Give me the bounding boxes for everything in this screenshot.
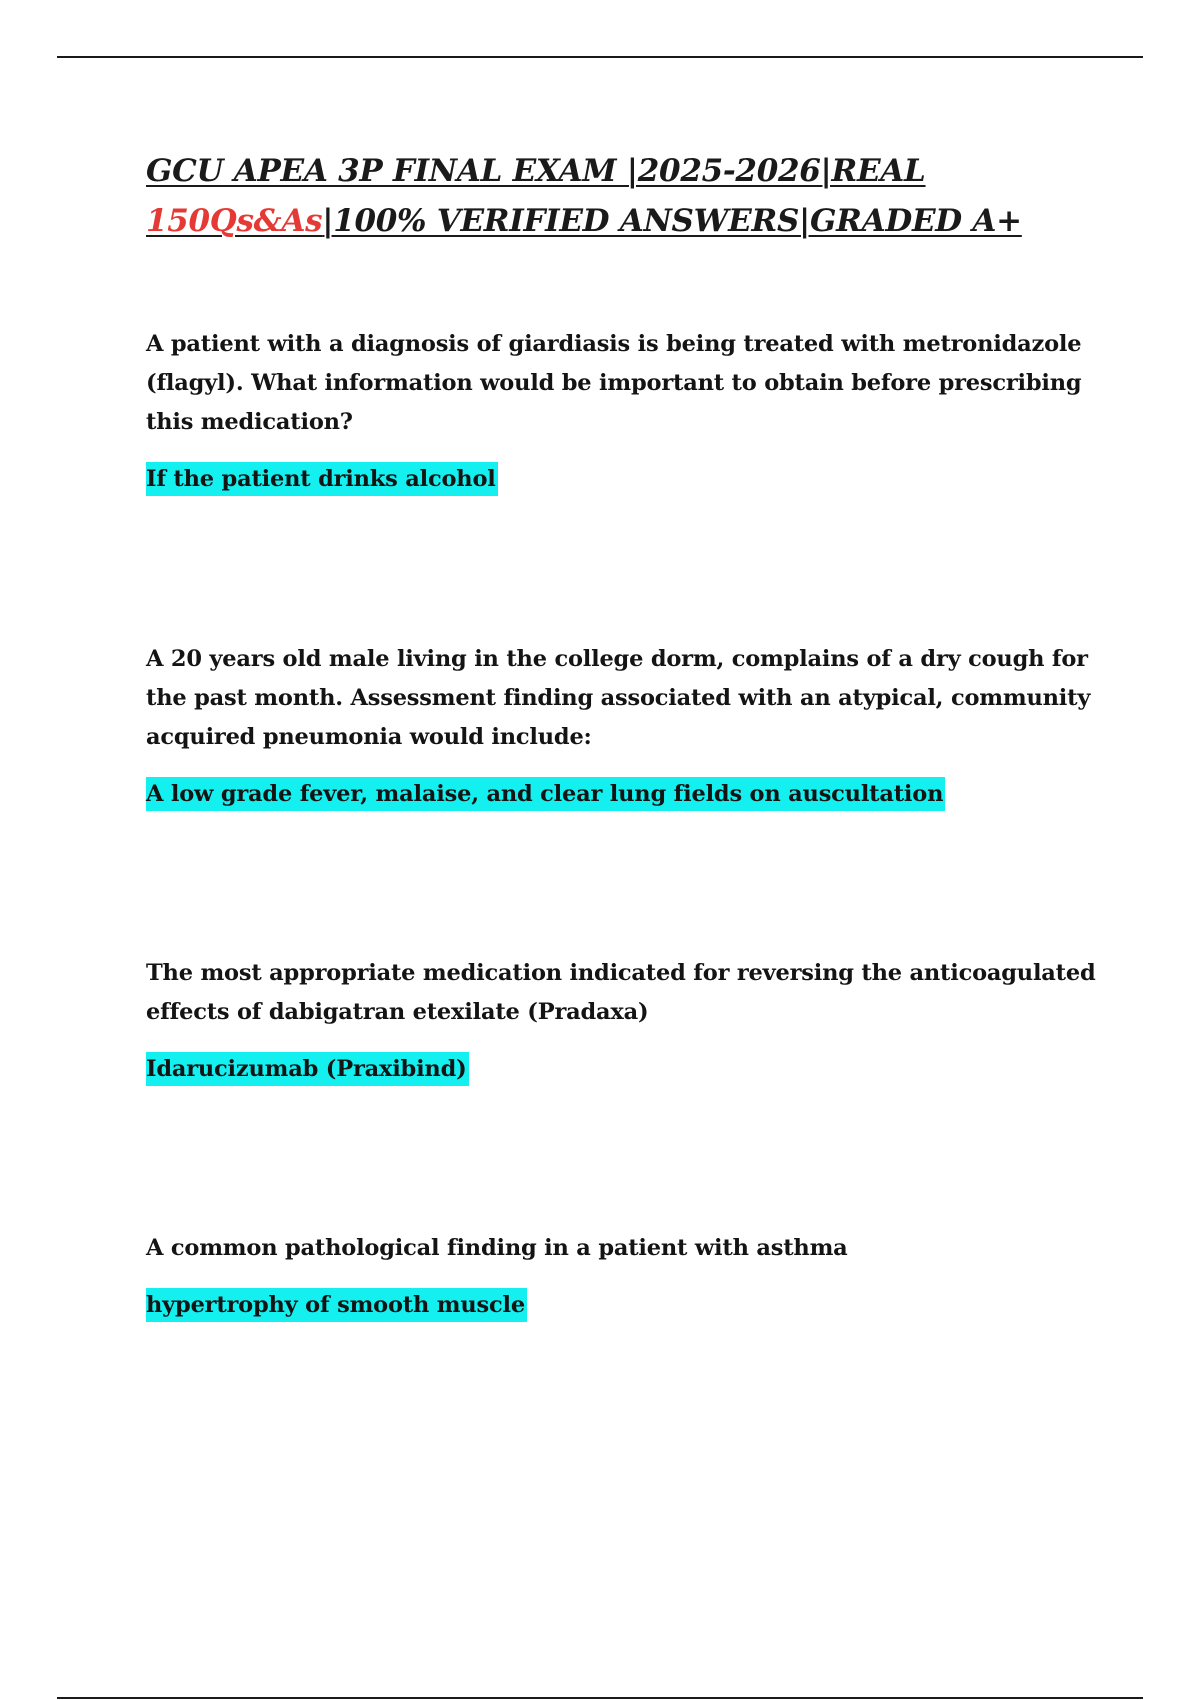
qa-item-3	[146, 954, 1096, 1088]
answer-1: If the patient drinks alcohol	[146, 462, 498, 496]
question-4: A common pathological finding in a patient with asthma	[146, 1235, 848, 1261]
qa-item-4	[146, 1229, 1096, 1324]
answer-3: Idarucizumab (Praxibind)	[146, 1052, 469, 1086]
question-3: The most appropriate medication indicated for reversing the anticoagulated effects of dabigatran etexilate (Pradaxa)	[146, 960, 1096, 1025]
answer-2: A low grade fever, malaise, and clear lung fields on auscultation	[146, 777, 945, 811]
title-suffix: |100% VERIFIED ANSWERS|GRADED A+	[322, 203, 1022, 239]
title-question-count: 150Qs&As	[146, 203, 323, 239]
qa-item-1	[146, 325, 1096, 498]
footer-divider	[57, 1697, 1143, 1699]
answer-4: hypertrophy of smooth muscle	[146, 1288, 527, 1322]
question-2: A 20 years old male living in the college dorm, complains of a dry cough for the past month. Assessment finding associated with an atypical, community acquired pneumonia would include:	[146, 646, 1091, 750]
title-main: GCU APEA 3P FINAL EXAM |2025-2026|REAL	[146, 153, 926, 189]
page-title	[146, 146, 1106, 246]
question-1: A patient with a diagnosis of giardiasis is being treated with metronidazole (flagyl). What information would be important to obtain before prescribing this medication?	[146, 331, 1082, 435]
header-divider	[57, 56, 1143, 58]
qa-item-2	[146, 640, 1096, 813]
